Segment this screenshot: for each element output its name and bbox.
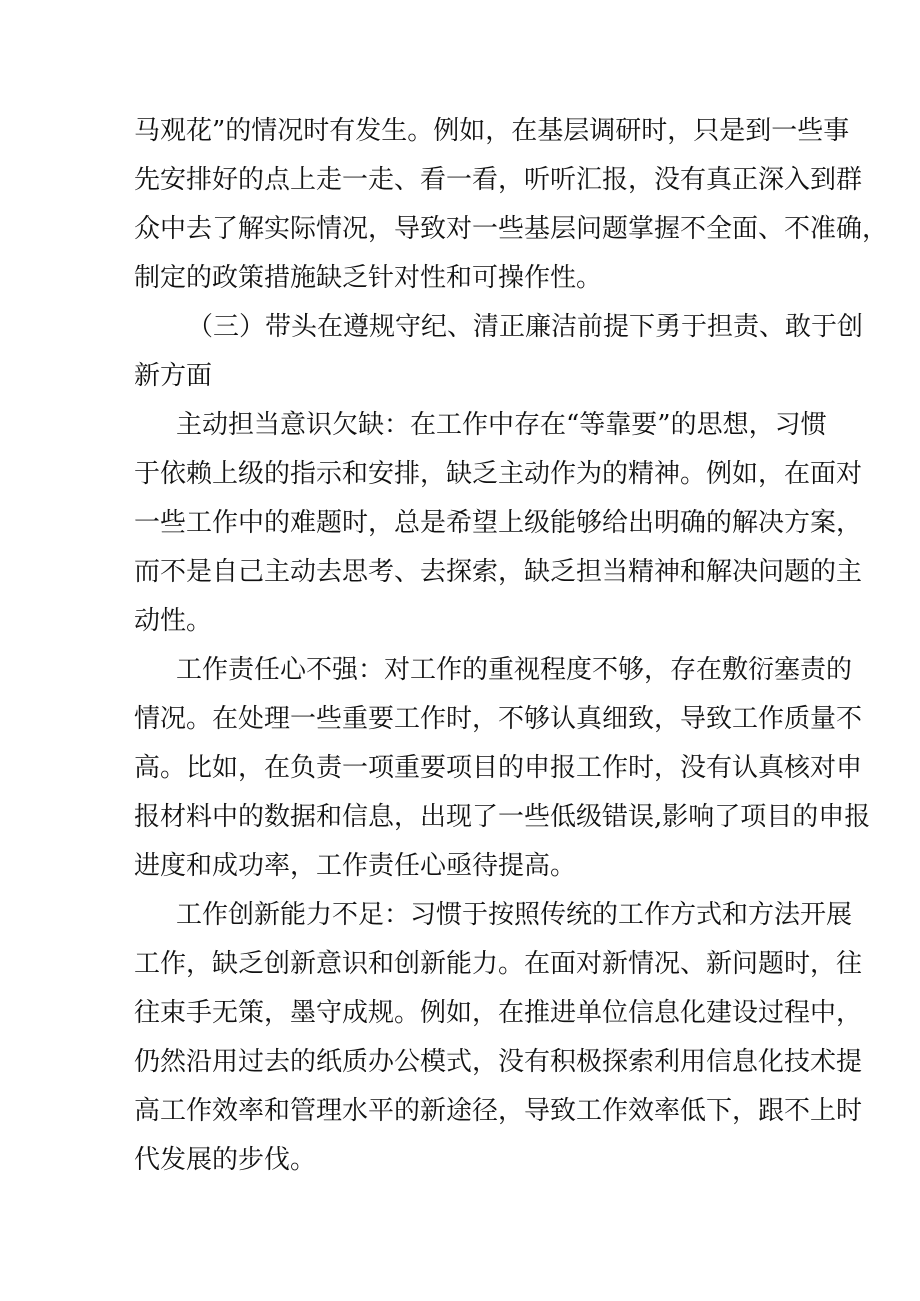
paragraph-line: 马观花”的情况时有发生。例如，在基层调研时，只是到一些事 [134, 116, 850, 146]
paragraph-line: 高工作效率和管理水平的新途径，导致工作效率低下，跟不上时 [134, 1096, 863, 1126]
paragraph-line: 于依赖上级的指示和安排，缺乏主动作为的精神。例如，在面对 [134, 459, 863, 489]
paragraph-line: 情况。在处理一些重要工作时，不够认真细致，导致工作质量不 [134, 704, 863, 734]
paragraph-line: 报材料中的数据和信息，出现了一些低级错误,影响了项目的申报 [134, 802, 871, 832]
paragraph-line: 先安排好的点上走一走、看一看，听听汇报，没有真正深入到群 [134, 165, 863, 195]
paragraph-line: 工作，缺乏创新意识和创新能力。在面对新情况、新问题时，往 [134, 949, 863, 979]
paragraph-line: 工作创新能力不足：习惯于按照传统的工作方式和方法开展 [176, 900, 853, 930]
paragraph-line: 工作责任心不强：对工作的重视程度不够，存在敷衍塞责的 [176, 655, 853, 685]
paragraph-line: 高。比如，在负责一项重要项目的申报工作时，没有认真核对申 [134, 753, 863, 783]
section-heading-continuation: 新方面 [134, 361, 213, 391]
paragraph-line: 进度和成功率，工作责任心亟待提高。 [134, 851, 577, 881]
paragraph-line: 而不是自己主动去思考、去探索，缺乏担当精神和解决问题的主 [134, 557, 863, 587]
paragraph-line: 一些工作中的难题时，总是希望上级能够给出明确的解决方案， [134, 508, 863, 538]
paragraph-line: 主动担当意识欠缺：在工作中存在“等靠要”的思想，习惯 [176, 410, 827, 440]
paragraph-line: 往束手无策，墨守成规。例如，在推进单位信息化建设过程中， [134, 998, 863, 1028]
paragraph-line: 众中去了解实际情况，导致对一些基层问题掌握不全面、不准确， [134, 214, 889, 244]
paragraph-line: 仍然沿用过去的纸质办公模式，没有积极探索利用信息化技术提 [134, 1047, 863, 1077]
paragraph-line: 动性。 [134, 606, 213, 636]
paragraph-line: 制定的政策措施缺乏针对性和可操作性。 [134, 263, 603, 293]
section-heading: （三）带头在遵规守纪、清正廉洁前提下勇于担责、敢于创 [187, 312, 864, 342]
paragraph-line: 代发展的步伐。 [134, 1145, 317, 1175]
